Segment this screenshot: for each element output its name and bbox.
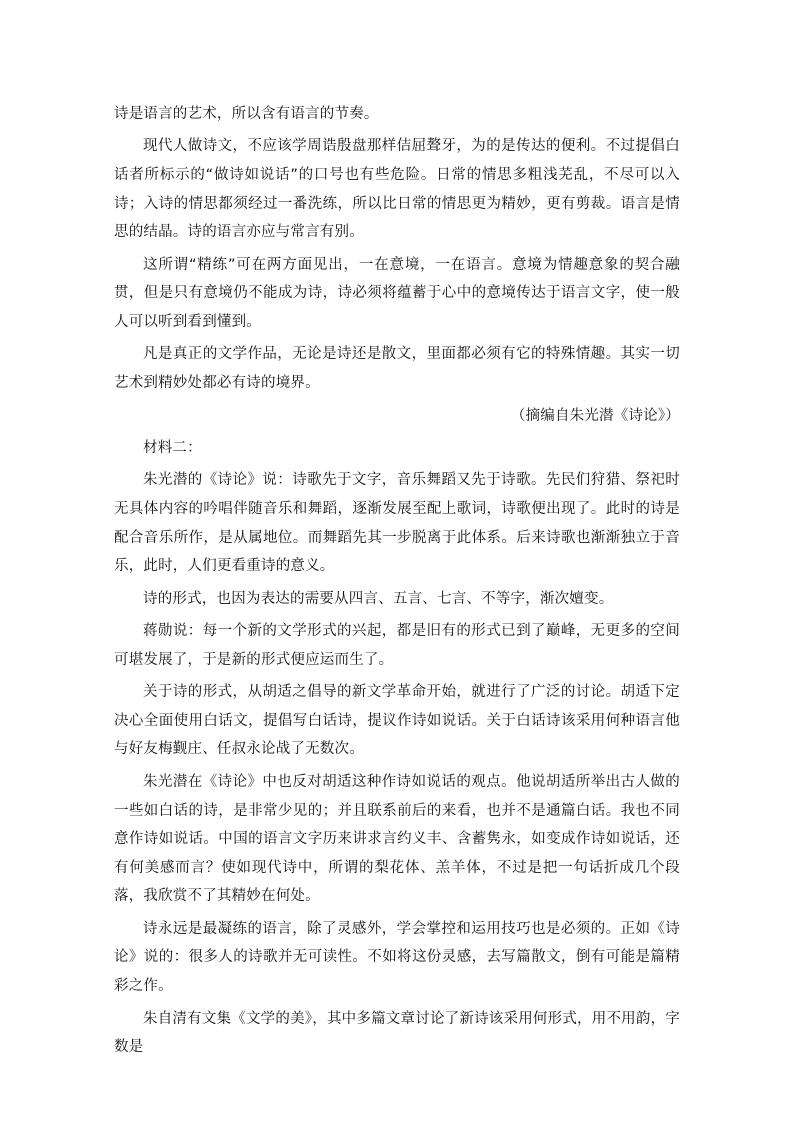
paragraph: 诗是语言的艺术，所以含有语言的节奏。 (114, 106, 379, 122)
paragraph: 朱光潜在《诗论》中也反对胡适这种作诗如说话的观点。他说胡适所举出古人做的一些如白话的诗，是非常少见的；并且联系前后的来看，也并不是通篇白话。我也不同意作诗如说话。中国的语言文字历来讲求言约义丰、含蓄隽永，如变成作诗如说话，还有何美感而言？使如现代诗中，所谓的梨花体、羔羊体，不过是把一句话折成几个段落，我欣赏不了其精妙在何处。 (114, 773, 680, 905)
paragraph: 现代人做诗文，不应该学周诰殷盘那样佶屈聱牙，为的是传达的便利。不过提倡白话者所标示的“做诗如说话”的口号也有些危险。日常的情思多粗浅芜乱，不尽可以入诗；入诗的情思都须经过一番洗练，所以比日常的情思更为精妙，更有剪裁。语言是情思的结晶。诗的语言亦应与常言有别。 (114, 138, 680, 241)
paragraph: 诗永远是最凝练的语言，除了灵感外，学会掌控和运用技巧也是必须的。正如《诗论》说的：很多人的诗歌并无可读性。不如将这份灵感，去写篇散文，倒有可能是篇精彩之作。 (114, 920, 680, 995)
paragraph: 这所谓“精练”可在两方面见出，一在意境，一在语言。意境为情趣意象的契合融贯，但是只有意境仍不能成为诗，诗必须将蕴蓄于心中的意境传达于语言文字，使一般人可以听到看到懂到。 (114, 256, 680, 330)
source-attribution: （摘编自朱光潜《诗论》） (510, 407, 680, 424)
paragraph: 诗的形式，也因为表达的需要从四言、五言、七言、不等字，渐次嬗变。 (143, 590, 614, 607)
paragraph: 凡是真正的文学作品，无论是诗还是散文，里面都必须有它的特殊情趣。其实一切艺术到精妙处都必有诗的境界。 (114, 346, 680, 392)
paragraph: 朱光潜的《诗论》说：诗歌先于文字，音乐舞蹈又先于诗歌。先民们狩猎、祭祀时无具体内容的吟唱伴随音乐和舞蹈，逐渐发展至配上歌词，诗歌便出现了。此时的诗是配合音乐所作，是从属地位。而舞蹈先其一步脱离于此体系。后来诗歌也渐渐独立于音乐，此时，人们更看重诗的意义。 (114, 472, 680, 575)
paragraph: 蒋勋说：每一个新的文学形式的兴起，都是旧有的形式已到了巅峰，无更多的空间可堪发展了，于是新的形式便应运而生了。 (114, 623, 680, 668)
section-heading: 材料二： (143, 439, 202, 456)
body-text (114, 100, 680, 1066)
paragraph: 关于诗的形式，从胡适之倡导的新文学革命开始，就进行了广泛的讨论。胡适下定决心全面使用白话文，提倡写白话诗，提议作诗如说话。关于白话诗该采用何种语言他与好友梅觐庄、任叔永论战了无数次。 (114, 684, 680, 758)
paragraph-continued: 朱自清有文集《文学的美》，其中多篇文章讨论了新诗该采用何形式，用不用韵，字数是 (114, 1010, 680, 1056)
